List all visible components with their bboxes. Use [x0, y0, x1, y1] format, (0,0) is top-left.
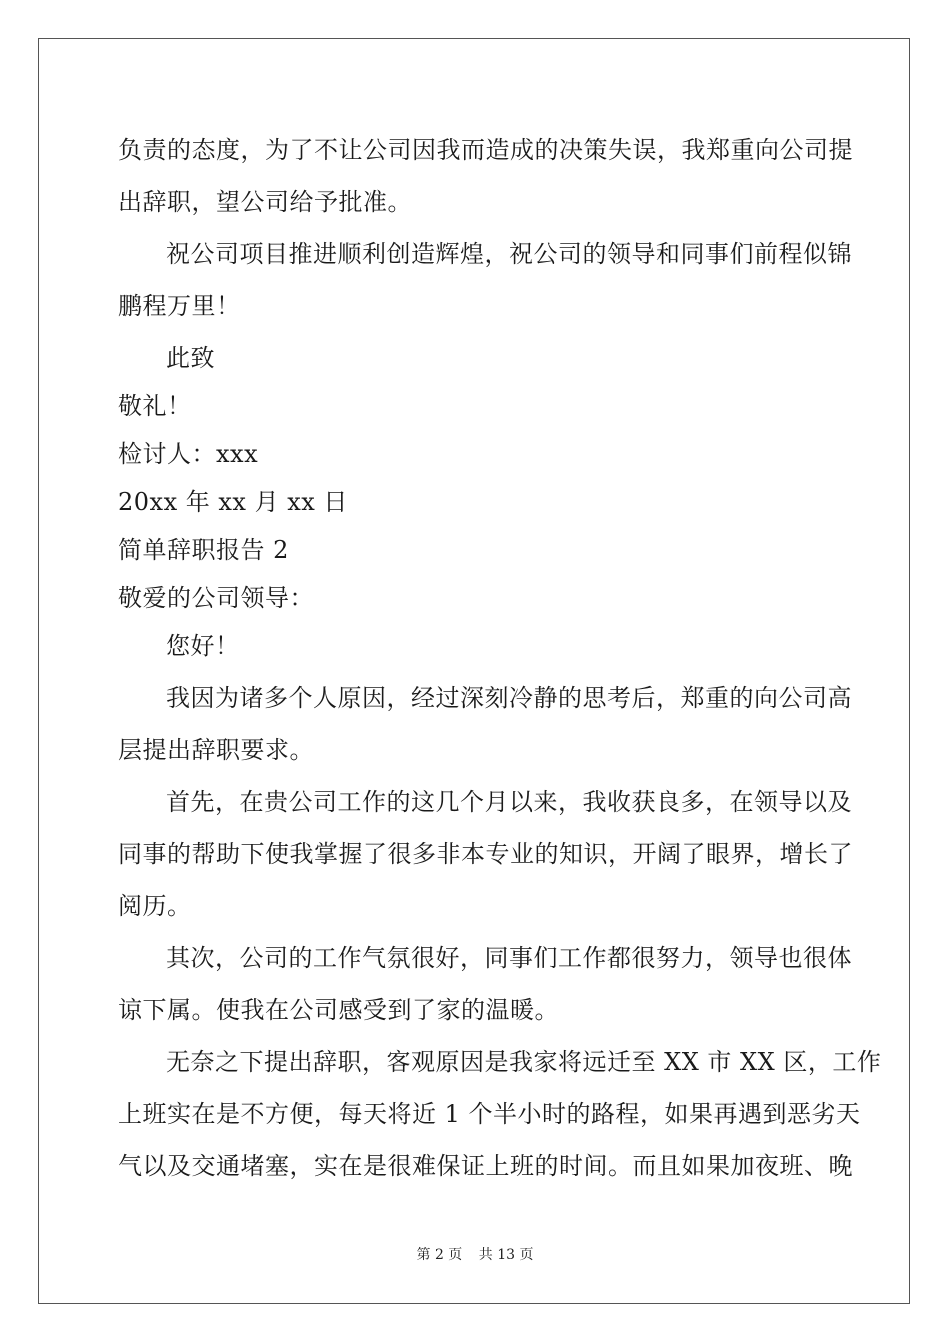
section-title: 简单辞职报告 2: [118, 536, 289, 564]
paragraph-line: 鹏程万里！: [118, 292, 241, 320]
paragraph-line: 谅下属。使我在公司感受到了家的温暖。: [118, 996, 559, 1024]
paragraph-line: 负责的态度，为了不让公司因我而造成的决策失误，我郑重向公司提: [118, 136, 853, 164]
paragraph-line: 其次，公司的工作气氛很好，同事们工作都很努力，领导也很体: [166, 944, 852, 972]
paragraph-line: 无奈之下提出辞职，客观原因是我家将远迁至 XX 市 XX 区，工作: [166, 1048, 882, 1076]
closing-regards: 敬礼！: [118, 392, 192, 420]
closing-salutation: 此致: [166, 344, 215, 372]
paragraph-line: 阅历。: [118, 892, 192, 920]
greeting: 您好！: [166, 632, 240, 660]
paragraph-line: 出辞职，望公司给予批准。: [118, 188, 412, 216]
date-line: 20xx 年 xx 月 xx 日: [118, 488, 348, 516]
paragraph-line: 同事的帮助下使我掌握了很多非本专业的知识，开阔了眼界，增长了: [118, 840, 853, 868]
paragraph-line: 首先，在贵公司工作的这几个月以来，我收获良多，在领导以及: [166, 788, 852, 816]
paragraph-line: 气以及交通堵塞，实在是很难保证上班的时间。而且如果加夜班、晚: [118, 1152, 853, 1180]
paragraph-line: 我因为诸多个人原因，经过深刻冷静的思考后，郑重的向公司高: [166, 684, 852, 712]
page-total: 共 13 页: [478, 1247, 534, 1263]
page-number: 第 2 页: [416, 1247, 463, 1263]
paragraph-line: 上班实在是不方便，每天将近 1 个半小时的路程，如果再遇到恶劣天: [118, 1100, 861, 1128]
signature-line: 检讨人：xxx: [118, 440, 259, 468]
page-footer: [0, 1244, 950, 1264]
paragraph-line: 层提出辞职要求。: [118, 736, 314, 764]
paragraph-line: 祝公司项目推进顺利创造辉煌，祝公司的领导和同事们前程似锦: [166, 240, 852, 268]
greeting-recipient: 敬爱的公司领导：: [118, 584, 314, 612]
